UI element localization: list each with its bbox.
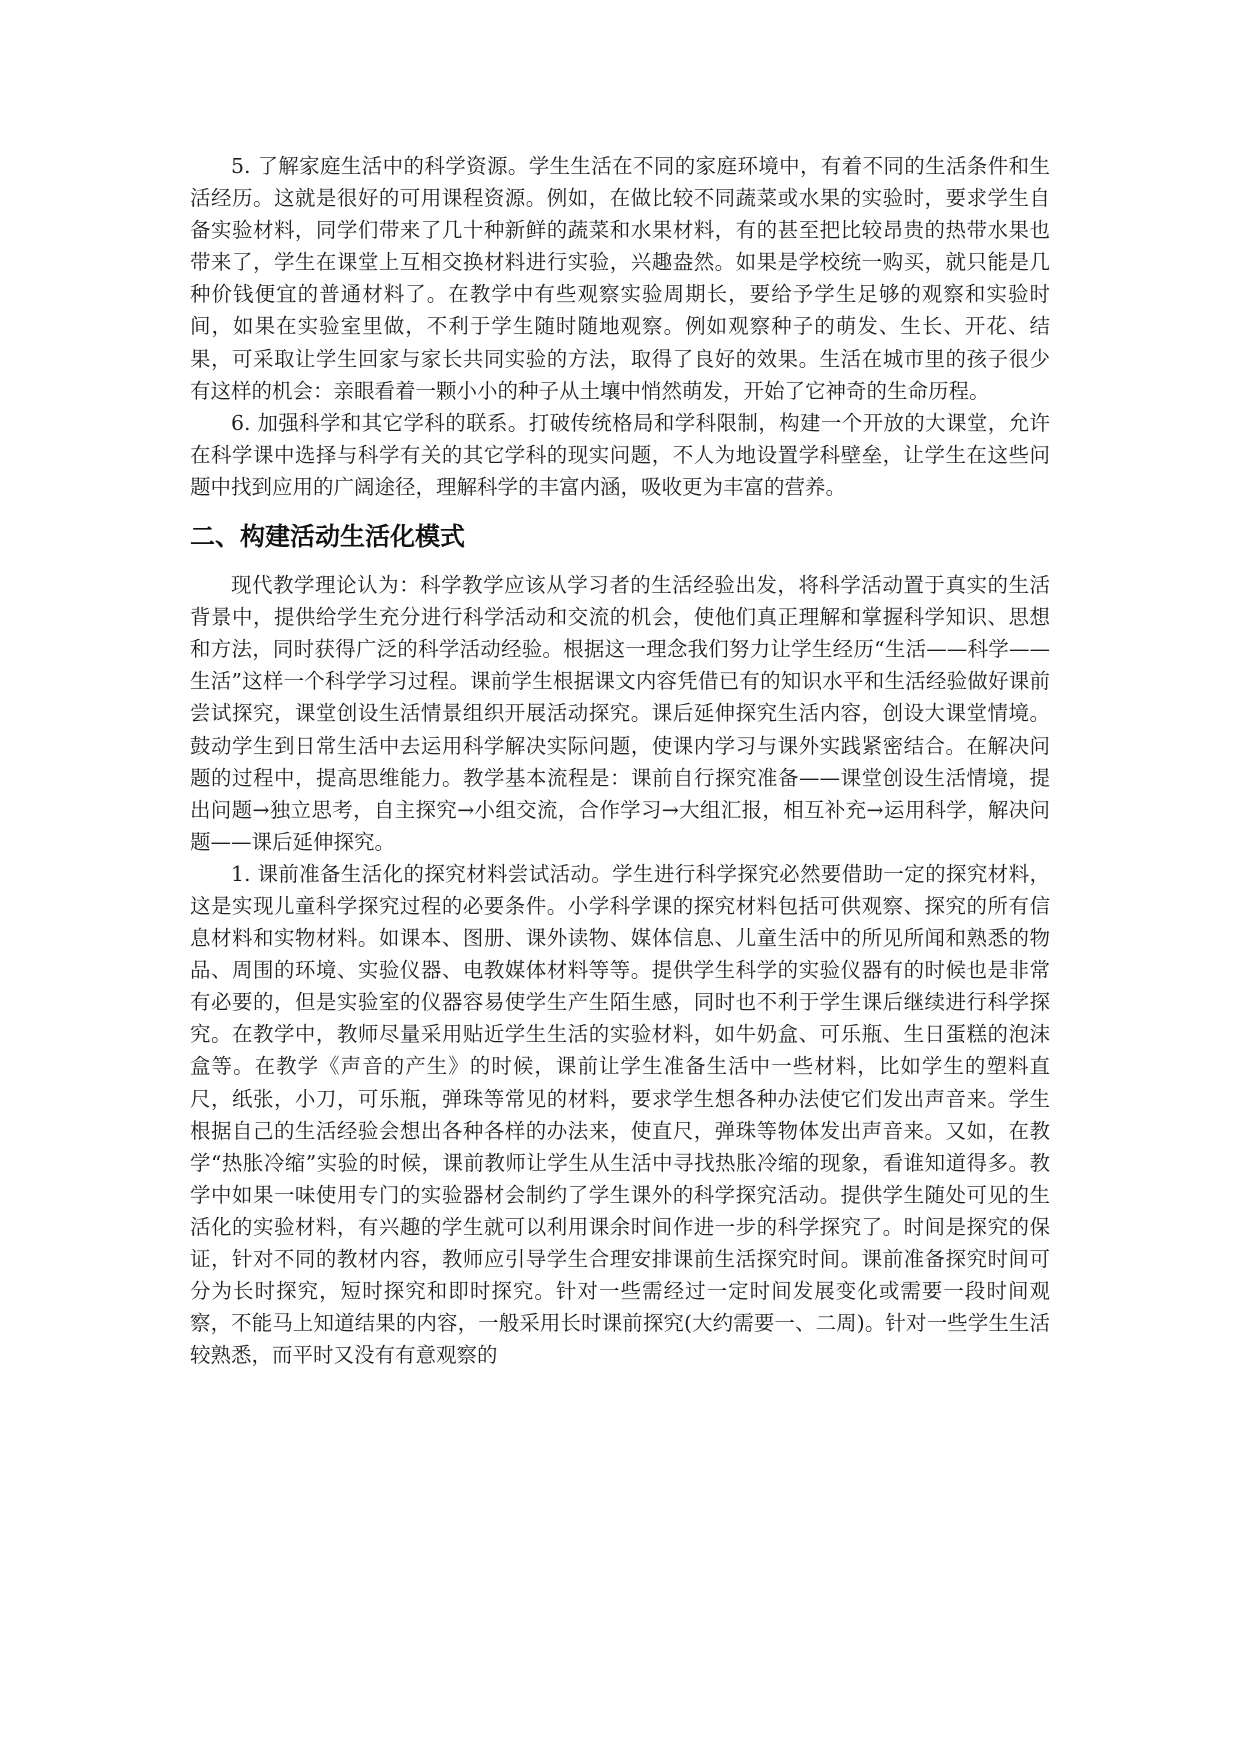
paragraph-subject-connection: 6. 加强科学和其它学科的联系。打破传统格局和学科限制，构建一个开放的大课堂，允许在科学课中选择与科学有关的其它学科的现实问题，不人为地设置学科壁垒，让学生在这些问题中找到应用的广阔途径，理解科学的丰富内涵，吸收更为丰富的营养。 <box>190 410 1050 499</box>
paragraph-pre-class-materials: 1. 课前准备生活化的探究材料尝试活动。学生进行科学探究必然要借助一定的探究材料，这是实现儿童科学探究过程的必要条件。小学科学课的探究材料包括可供观察、探究的所有信息材料和实物材料。如课本、图册、课外读物、媒体信息、儿童生活中的所见所闻和熟悉的物品、周围的环境、实验仪器、电教媒体材料等等。提供学生科学的实验仪器有的时候也是非常有必要的，但是实验室的仪器容易使学生产生陌生感，同时也不利于学生课后继续进行科学探究。在教学中，教师尽量采用贴近学生生活的实验材料，如牛奶盒、可乐瓶、生日蛋糕的泡沫盒等。在教学《声音的产生》的时候，课前让学生准备生活中一些材料，比如学生的塑料直尺，纸张，小刀，可乐瓶，弹珠等常见的材料，要求学生想各种办法使它们发出声音来。学生根据自己的生活经验会想出各种各样的办法来，使直尺，弹珠等物体发出声音来。又如，在教学“热胀冷缩”实验的时候，课前教师让学生从生活中寻找热胀冷缩的现象，看谁知道得多。教学中如果一味使用专门的实验器材会制约了学生课外的科学探究活动。提供学生随处可见的生活化的实验材料，有兴趣的学生就可以利用课余时间作进一步的科学探究了。时间是探究的保证，针对不同的教材内容，教师应引导学生合理安排课前生活探究时间。课前准备探究时间可分为长时探究，短时探究和即时探究。针对一些需经过一定时间发展变化或需要一段时间观察，不能马上知道结果的内容，一般采用长时课前探究(大约需要一、二周)。针对一些学生生活较熟悉，而平时又没有有意观察的 <box>190 861 1050 1368</box>
paragraph-family-resources: 5. 了解家庭生活中的科学资源。学生生活在不同的家庭环境中，有着不同的生活条件和生活经历。这就是很好的可用课程资源。例如，在做比较不同蔬菜或水果的实验时，要求学生自备实验材料，同学们带来了几十种新鲜的蔬菜和水果材料，有的甚至把比较昂贵的热带水果也带来了，学生在课堂上互相交换材料进行实验，兴趣盎然。如果是学校统一购买，就只能是几种价钱便宜的普通材料了。在教学中有些观察实验周期长，要给予学生足够的观察和实验时间，如果在实验室里做，不利于学生随时随地观察。例如观察种子的萌发、生长、开花、结果，可采取让学生回家与家长共同实验的方法，取得了良好的效果。生活在城市里的孩子很少有这样的机会：亲眼看着一颗小小的种子从土壤中悄然萌发，开始了它神奇的生命历程。 <box>190 154 1050 403</box>
document-body <box>190 150 1050 1371</box>
paragraph-teaching-theory: 现代教学理论认为：科学教学应该从学习者的生活经验出发，将科学活动置于真实的生活背景中，提供给学生充分进行科学活动和交流的机会，使他们真正理解和掌握科学知识、思想和方法，同时获得广泛的科学活动经验。根据这一理念我们努力让学生经历“生活——科学——生活”这样一个科学学习过程。课前学生根据课文内容凭借已有的知识水平和生活经验做好课前尝试探究，课堂创设生活情景组织开展活动探究。课后延伸探究生活内容，创设大课堂情境。鼓动学生到日常生活中去运用科学解决实际问题，使课内学习与课外实践紧密结合。在解决问题的过程中，提高思维能力。教学基本流程是：课前自行探究准备——课堂创设生活情境，提出问题→独立思考，自主探究→小组交流，合作学习→大组汇报，相互补充→运用科学，解决问题——课后延伸探究。 <box>190 573 1050 854</box>
section-heading: 二、构建活动生活化模式 <box>190 522 466 552</box>
